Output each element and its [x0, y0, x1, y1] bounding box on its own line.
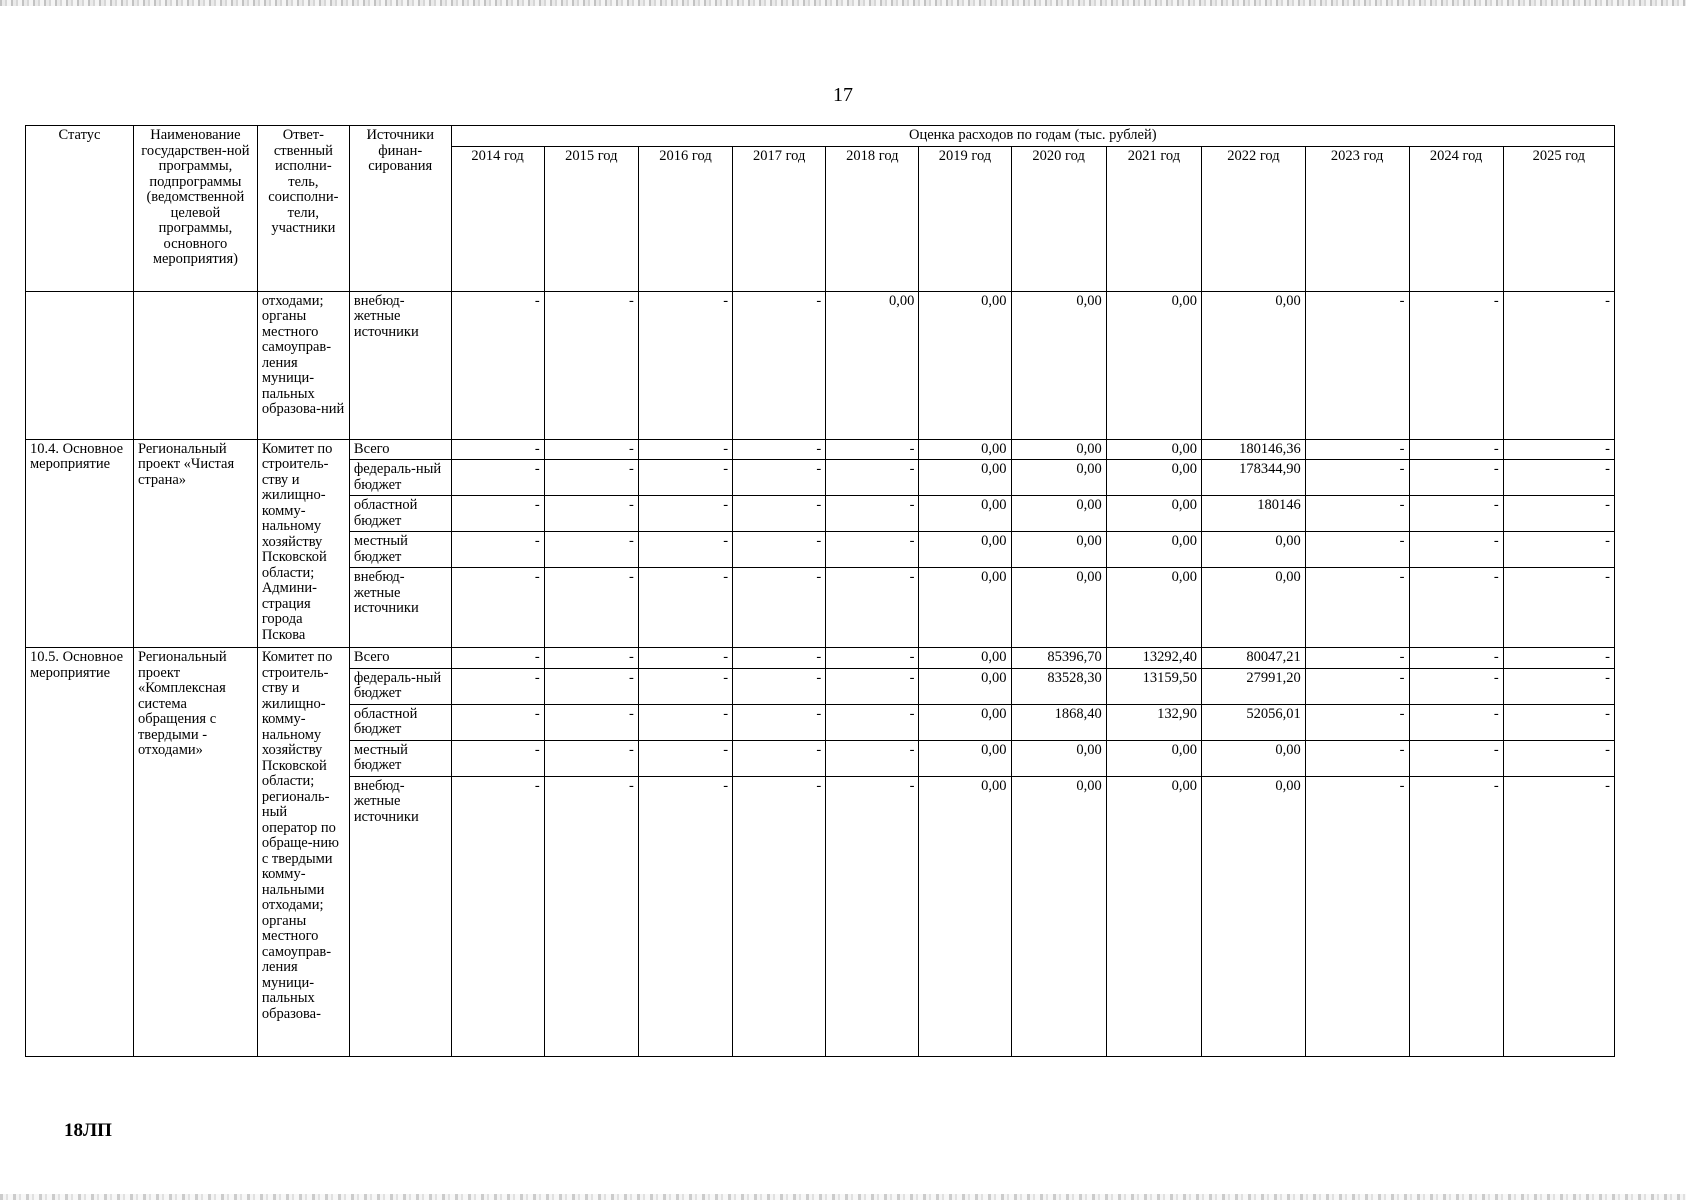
value-cell: - [1503, 776, 1614, 1056]
value-cell: - [826, 532, 919, 568]
value-cell: - [1305, 648, 1409, 669]
value-cell: - [544, 740, 638, 776]
name-cell [133, 291, 257, 439]
value-cell: - [638, 439, 732, 460]
value-cell: - [1409, 460, 1503, 496]
value-cell: - [1503, 648, 1614, 669]
value-cell: - [451, 704, 544, 740]
value-cell: - [638, 704, 732, 740]
value-cell: 0,00 [1011, 776, 1106, 1056]
value-cell: - [1305, 291, 1409, 439]
value-cell: 0,00 [919, 291, 1011, 439]
value-cell: 0,00 [1106, 291, 1201, 439]
value-cell: - [1305, 668, 1409, 704]
header-year: 2024 год [1409, 146, 1503, 291]
value-cell: - [1409, 291, 1503, 439]
value-cell: - [733, 740, 826, 776]
source-cell: местный бюджет [349, 740, 451, 776]
value-cell: - [451, 291, 544, 439]
value-cell: - [638, 291, 732, 439]
value-cell: - [544, 704, 638, 740]
value-cell: 0,00 [1011, 291, 1106, 439]
value-cell: - [826, 460, 919, 496]
footer-code: 18ЛП [64, 1120, 112, 1141]
value-cell: 180146 [1202, 496, 1306, 532]
value-cell: - [1503, 439, 1614, 460]
value-cell: - [451, 439, 544, 460]
value-cell: 0,00 [919, 668, 1011, 704]
table-row [26, 291, 1615, 439]
name-cell: Региональный проект «Комплексная система обращения с твердыми - отходами» [133, 648, 257, 1057]
value-cell: - [733, 291, 826, 439]
value-cell: 0,00 [919, 439, 1011, 460]
source-cell: Всего [349, 648, 451, 669]
value-cell: - [1305, 568, 1409, 648]
value-cell: 0,00 [1011, 439, 1106, 460]
value-cell: 0,00 [1106, 496, 1201, 532]
value-cell: - [733, 532, 826, 568]
value-cell: - [544, 668, 638, 704]
value-cell: 0,00 [1011, 740, 1106, 776]
value-cell: - [826, 496, 919, 532]
value-cell: - [1503, 291, 1614, 439]
value-cell: 0,00 [919, 568, 1011, 648]
value-cell: - [544, 460, 638, 496]
value-cell: 0,00 [919, 460, 1011, 496]
value-cell: - [1305, 496, 1409, 532]
value-cell: - [1503, 460, 1614, 496]
status-cell: 10.4. Основное мероприятие [26, 439, 134, 648]
value-cell: - [1503, 496, 1614, 532]
value-cell: - [638, 532, 732, 568]
value-cell: - [451, 740, 544, 776]
status-cell: 10.5. Основное мероприятие [26, 648, 134, 1057]
value-cell: 83528,30 [1011, 668, 1106, 704]
scan-edge-top [0, 0, 1686, 6]
value-cell: - [544, 439, 638, 460]
header-name: Наименование государствен-ной программы, подпрограммы (ведомственной целевой программы, основного мероприятия) [133, 126, 257, 292]
value-cell: - [638, 568, 732, 648]
header-year: 2019 год [919, 146, 1011, 291]
responsible-cell: Комитет по строитель-ству и жилищно-комму-нальному хозяйству Псковской области; региональ-ный оператор по обраще-нию с твердыми комму-нальными отходами; органы местного самоуправ-ления муници-пальных образова- [257, 648, 349, 1057]
value-cell: - [1503, 568, 1614, 648]
value-cell: - [733, 460, 826, 496]
value-cell: - [826, 568, 919, 648]
expenditure-table [25, 125, 1615, 1057]
header-year: 2020 год [1011, 146, 1106, 291]
value-cell: - [733, 776, 826, 1056]
value-cell: - [733, 704, 826, 740]
value-cell: 0,00 [1202, 740, 1306, 776]
value-cell: 52056,01 [1202, 704, 1306, 740]
value-cell: - [451, 776, 544, 1056]
value-cell: 0,00 [1202, 532, 1306, 568]
value-cell: 0,00 [1202, 776, 1306, 1056]
header-estimate: Оценка расходов по годам (тыс. рублей) [451, 126, 1614, 147]
value-cell: 0,00 [826, 291, 919, 439]
value-cell: - [826, 776, 919, 1056]
source-cell: федераль-ный бюджет [349, 460, 451, 496]
source-cell: внебюд-жетные источники [349, 776, 451, 1056]
value-cell: 0,00 [1106, 460, 1201, 496]
value-cell: - [451, 648, 544, 669]
value-cell: 180146,36 [1202, 439, 1306, 460]
value-cell: - [826, 740, 919, 776]
source-cell: областной бюджет [349, 704, 451, 740]
value-cell: - [638, 740, 732, 776]
value-cell: - [451, 496, 544, 532]
value-cell: - [544, 776, 638, 1056]
value-cell: - [733, 439, 826, 460]
value-cell: - [1409, 496, 1503, 532]
value-cell: 132,90 [1106, 704, 1201, 740]
value-cell: - [451, 668, 544, 704]
value-cell: 0,00 [1011, 532, 1106, 568]
header-year: 2021 год [1106, 146, 1201, 291]
table-header [26, 126, 1615, 292]
value-cell: - [451, 460, 544, 496]
value-cell: - [638, 776, 732, 1056]
value-cell: - [1409, 704, 1503, 740]
source-cell: местный бюджет [349, 532, 451, 568]
value-cell: - [733, 496, 826, 532]
value-cell: 0,00 [1011, 460, 1106, 496]
value-cell: 0,00 [1106, 532, 1201, 568]
value-cell: - [1409, 568, 1503, 648]
value-cell: - [1503, 740, 1614, 776]
value-cell: 0,00 [1106, 439, 1201, 460]
value-cell: 0,00 [1011, 496, 1106, 532]
header-year: 2016 год [638, 146, 732, 291]
value-cell: 0,00 [1106, 776, 1201, 1056]
header-year: 2015 год [544, 146, 638, 291]
value-cell: - [638, 648, 732, 669]
header-year: 2017 год [733, 146, 826, 291]
value-cell: 1868,40 [1011, 704, 1106, 740]
value-cell: - [544, 496, 638, 532]
value-cell: 0,00 [1202, 291, 1306, 439]
responsible-cell: Комитет по строитель-ству и жилищно-комму-нальному хозяйству Псковской области; Админи-страция города Пскова [257, 439, 349, 648]
value-cell: 0,00 [919, 704, 1011, 740]
status-cell [26, 291, 134, 439]
value-cell: - [1305, 776, 1409, 1056]
value-cell: - [733, 568, 826, 648]
table-body [26, 291, 1615, 1056]
value-cell: - [638, 496, 732, 532]
table-row [26, 439, 1615, 460]
name-cell: Региональный проект «Чистая страна» [133, 439, 257, 648]
value-cell: - [1503, 532, 1614, 568]
value-cell: 178344,90 [1202, 460, 1306, 496]
value-cell: - [451, 532, 544, 568]
value-cell: 13159,50 [1106, 668, 1201, 704]
value-cell: 0,00 [919, 648, 1011, 669]
header-status: Статус [26, 126, 134, 292]
value-cell: 0,00 [919, 776, 1011, 1056]
value-cell: - [638, 668, 732, 704]
value-cell: 0,00 [919, 740, 1011, 776]
source-cell: внебюд-жетные источники [349, 291, 451, 439]
value-cell: - [826, 648, 919, 669]
source-cell: областной бюджет [349, 496, 451, 532]
table-row [26, 648, 1615, 669]
value-cell: 85396,70 [1011, 648, 1106, 669]
value-cell: - [1305, 532, 1409, 568]
value-cell: - [1305, 740, 1409, 776]
value-cell: - [544, 291, 638, 439]
value-cell: 80047,21 [1202, 648, 1306, 669]
scan-edge-bottom [0, 1194, 1686, 1200]
value-cell: - [451, 568, 544, 648]
header-year: 2018 год [826, 146, 919, 291]
value-cell: - [1305, 704, 1409, 740]
header-sources: Источники финан-сирования [349, 126, 451, 292]
header-responsible: Ответ-ственный исполни-тель, соисполни-тели, участники [257, 126, 349, 292]
header-year: 2025 год [1503, 146, 1614, 291]
value-cell: - [1409, 776, 1503, 1056]
value-cell: - [1305, 439, 1409, 460]
value-cell: - [1409, 648, 1503, 669]
value-cell: - [826, 668, 919, 704]
source-cell: Всего [349, 439, 451, 460]
value-cell: 0,00 [1202, 568, 1306, 648]
value-cell: - [1305, 460, 1409, 496]
source-cell: федераль-ный бюджет [349, 668, 451, 704]
value-cell: - [1409, 740, 1503, 776]
header-year: 2014 год [451, 146, 544, 291]
value-cell: - [544, 648, 638, 669]
value-cell: 0,00 [919, 532, 1011, 568]
value-cell: - [733, 648, 826, 669]
page-number: 17 [833, 84, 853, 106]
value-cell: 13292,40 [1106, 648, 1201, 669]
value-cell: - [1409, 439, 1503, 460]
value-cell: - [1409, 532, 1503, 568]
value-cell: - [826, 439, 919, 460]
header-year: 2022 год [1202, 146, 1306, 291]
responsible-cell: отходами; органы местного самоуправ-ления муници-пальных образова-ний [257, 291, 349, 439]
value-cell: - [733, 668, 826, 704]
value-cell: - [1503, 704, 1614, 740]
value-cell: - [638, 460, 732, 496]
value-cell: - [544, 532, 638, 568]
value-cell: 0,00 [1106, 740, 1201, 776]
value-cell: - [544, 568, 638, 648]
value-cell: 0,00 [1106, 568, 1201, 648]
source-cell: внебюд-жетные источники [349, 568, 451, 648]
value-cell: 0,00 [919, 496, 1011, 532]
value-cell: - [826, 704, 919, 740]
value-cell: 0,00 [1011, 568, 1106, 648]
value-cell: 27991,20 [1202, 668, 1306, 704]
value-cell: - [1409, 668, 1503, 704]
header-year: 2023 год [1305, 146, 1409, 291]
value-cell: - [1503, 668, 1614, 704]
